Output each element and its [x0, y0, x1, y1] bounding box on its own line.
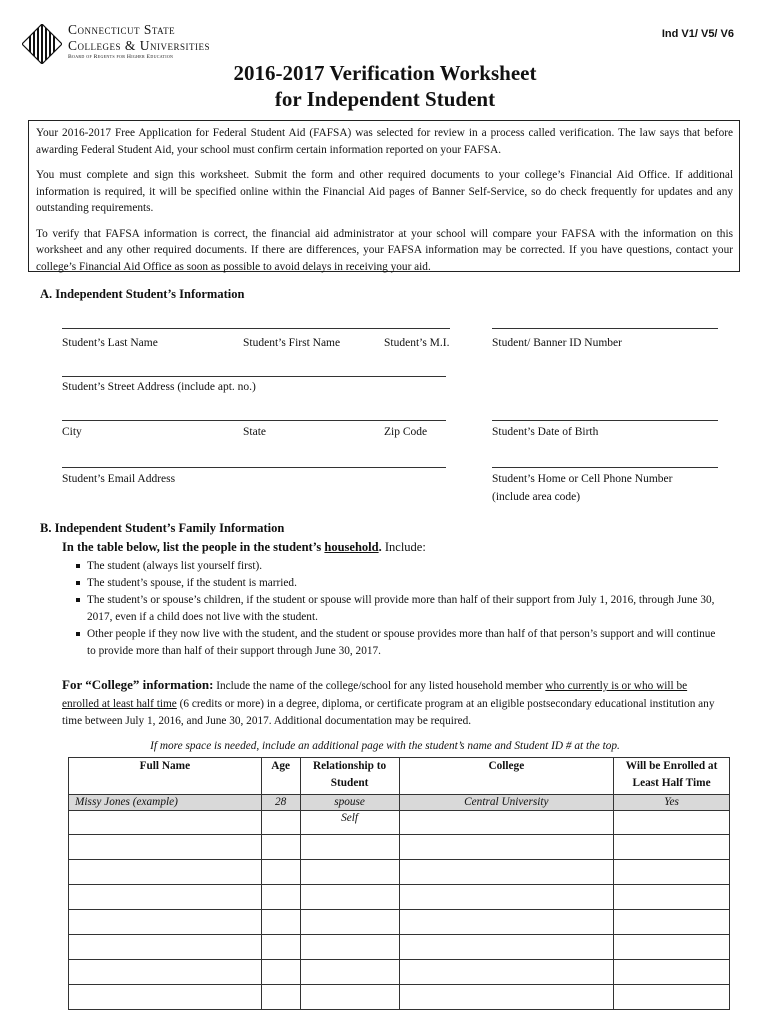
table-row	[69, 935, 730, 960]
age-cell[interactable]	[261, 860, 300, 885]
bullet-text: Other people if they now live with the student, and the student or spouse provides more than half of that person’s support and will continue to provide more than half of their support through June 30, 2017.	[87, 628, 716, 657]
bullet-text: The student (always list yourself first).	[87, 560, 263, 572]
mi-label: Student’s M.I.	[384, 337, 450, 349]
example-enrolled: Yes	[614, 795, 730, 811]
bullet-square-icon	[76, 598, 80, 602]
phone-label-note: (include area code)	[492, 491, 581, 503]
state-label: State	[243, 426, 266, 438]
example-row	[69, 795, 730, 811]
age-cell[interactable]	[261, 935, 300, 960]
first-name-label: Student’s First Name	[243, 337, 341, 349]
header-age: Age	[261, 758, 300, 795]
enrolled-cell[interactable]	[614, 910, 730, 935]
example-relationship: spouse	[300, 795, 399, 811]
title-line1: 2016-2017 Verification Worksheet	[233, 61, 537, 85]
header-relationship-line1: Relationship to	[313, 760, 387, 772]
org-subtitle: Board of Regents for Higher Education	[68, 54, 174, 60]
relationship-cell[interactable]	[300, 935, 399, 960]
header-enrolled	[614, 758, 730, 795]
relationship-cell[interactable]	[300, 960, 399, 985]
section-a-heading: A. Independent Student’s Information	[40, 287, 245, 301]
household-instruction	[62, 540, 426, 555]
street-address-label: Student’s Street Address (include apt. no.)	[62, 381, 256, 393]
enrolled-cell[interactable]	[614, 885, 730, 910]
list-item	[76, 575, 726, 592]
household-term: household	[324, 540, 379, 554]
street-address-line[interactable]	[62, 376, 446, 377]
household-table	[68, 757, 730, 1010]
org-name	[68, 22, 210, 54]
college-underlined: who currently is or who will be enrolled at least half time	[62, 680, 688, 710]
enrolled-cell[interactable]	[614, 985, 730, 1010]
enrolled-cell[interactable]	[614, 835, 730, 860]
table-row	[69, 885, 730, 910]
example-age: 28	[261, 795, 300, 811]
city-state-zip-line[interactable]	[62, 420, 446, 421]
banner-id-label: Student/ Banner ID Number	[492, 337, 622, 349]
name-cell[interactable]	[69, 860, 262, 885]
table-row	[69, 811, 730, 835]
age-cell[interactable]	[261, 960, 300, 985]
table-header-row	[69, 758, 730, 795]
household-bullet-list	[76, 558, 726, 660]
phone-line[interactable]	[492, 467, 718, 468]
relationship-cell[interactable]	[300, 835, 399, 860]
name-cell[interactable]	[69, 910, 262, 935]
header-relationship-line2: Student	[330, 777, 369, 789]
intro-paragraph-1: Your 2016-2017 Free Application for Federal Student Aid (FAFSA) was selected for review in a process called verification. The law says that before awarding Federal Student Aid, your school must confirm certain information reported on your FAFSA.	[36, 127, 733, 156]
header-relationship	[300, 758, 399, 795]
age-cell[interactable]	[261, 910, 300, 935]
relationship-cell-self: Self	[300, 811, 399, 835]
table-row	[69, 910, 730, 935]
list-item	[76, 626, 726, 660]
section-b-heading: B. Independent Student’s Family Information	[40, 521, 285, 535]
phone-label: Student’s Home or Cell Phone Number	[492, 473, 673, 485]
relationship-cell[interactable]	[300, 885, 399, 910]
zip-label: Zip Code	[384, 426, 428, 438]
bullet-square-icon	[76, 581, 80, 585]
bullet-square-icon	[76, 632, 80, 636]
space-note: If more space is needed, include an additional page with the student’s name and Student ID # at the top.	[150, 740, 620, 752]
relationship-cell[interactable]	[300, 910, 399, 935]
header-full-name: Full Name	[69, 758, 262, 795]
table-row	[69, 860, 730, 885]
age-cell[interactable]	[261, 885, 300, 910]
org-name-line1: Connecticut State	[68, 22, 176, 37]
intro-paragraph-2: You must complete and sign this worksheet. Submit the form and other required documents to your college’s Financial Aid Office. If additional information is required, it will be specified online within the Financial Aid pages of Banner Self-Service, so do check frequently for updates and any outstanding requirements.	[36, 169, 733, 214]
age-cell[interactable]	[261, 835, 300, 860]
enrolled-cell[interactable]	[614, 960, 730, 985]
form-code: Ind V1/ V5/ V6	[661, 28, 734, 40]
title-line2: for Independent Student	[274, 87, 496, 111]
enrolled-cell[interactable]	[614, 860, 730, 885]
table-row	[69, 985, 730, 1010]
enrolled-cell[interactable]	[614, 935, 730, 960]
org-name-line2: Colleges & Universities	[68, 38, 210, 53]
intro-box	[28, 120, 740, 272]
college-text-2: (6 credits or more) in a degree, diploma, or certificate program at an eligible postsecondary educational institution any time between July 1, 2016, and June 30, 2017. Additional documentation may be required.	[62, 697, 715, 727]
college-cell[interactable]	[399, 935, 614, 960]
name-cell[interactable]	[69, 960, 262, 985]
age-cell[interactable]	[261, 811, 300, 835]
city-label: City	[62, 426, 82, 438]
college-lead: For “College” information:	[62, 677, 214, 692]
college-cell[interactable]	[399, 910, 614, 935]
name-cell[interactable]	[69, 985, 262, 1010]
last-name-label: Student’s Last Name	[62, 337, 158, 349]
bullet-text: The student’s or spouse’s children, if the student or spouse will provide more than half of their support from July 1, 2016, through June 30, 2017, even if a child does not live with the student.	[87, 594, 715, 623]
college-cell[interactable]	[399, 885, 614, 910]
college-cell[interactable]	[399, 960, 614, 985]
bullet-text: The student’s spouse, if the student is married.	[87, 577, 297, 589]
name-line[interactable]	[62, 328, 450, 329]
name-cell[interactable]	[69, 885, 262, 910]
email-label: Student’s Email Address	[62, 473, 176, 485]
dob-label: Student’s Date of Birth	[492, 426, 599, 438]
college-information-paragraph	[62, 676, 722, 731]
banner-id-line[interactable]	[492, 328, 718, 329]
dob-line[interactable]	[492, 420, 718, 421]
instruction-pre: In the table below, list the people in the student’s	[62, 540, 325, 554]
name-cell[interactable]	[69, 935, 262, 960]
college-cell[interactable]	[399, 860, 614, 885]
relationship-cell[interactable]	[300, 985, 399, 1010]
name-cell[interactable]	[69, 811, 262, 835]
college-cell[interactable]	[399, 835, 614, 860]
header-enrolled-line1: Will be Enrolled at	[625, 760, 718, 772]
header-college: College	[399, 758, 614, 795]
example-college: Central University	[399, 795, 614, 811]
example-name: Missy Jones (example)	[69, 795, 262, 811]
list-item	[76, 558, 726, 575]
relationship-cell[interactable]	[300, 860, 399, 885]
name-cell[interactable]	[69, 835, 262, 860]
college-cell[interactable]	[399, 985, 614, 1010]
bullet-square-icon	[76, 564, 80, 568]
instruction-post: .	[378, 540, 385, 554]
college-cell[interactable]	[399, 811, 614, 835]
table-row	[69, 960, 730, 985]
email-line[interactable]	[62, 467, 446, 468]
document-title	[0, 60, 770, 112]
table-row	[69, 835, 730, 860]
intro-paragraph-3: To verify that FAFSA information is correct, the financial aid administrator at your school will compare your FAFSA with the information on this worksheet and any other required documents. If there are differences, your FAFSA information may be corrected. If you have questions, contact your college’s Financial Aid Office as soon as possible to avoid delays in receiving your aid.	[36, 227, 733, 273]
list-item	[76, 592, 726, 626]
header-enrolled-line2: Least Half Time	[632, 777, 711, 789]
age-cell[interactable]	[261, 985, 300, 1010]
college-text-1: Include the name of the college/school for any listed household member	[213, 680, 546, 692]
instruction-include: Include:	[384, 540, 426, 554]
csu-logo-icon	[22, 24, 62, 64]
enrolled-cell[interactable]	[614, 811, 730, 835]
